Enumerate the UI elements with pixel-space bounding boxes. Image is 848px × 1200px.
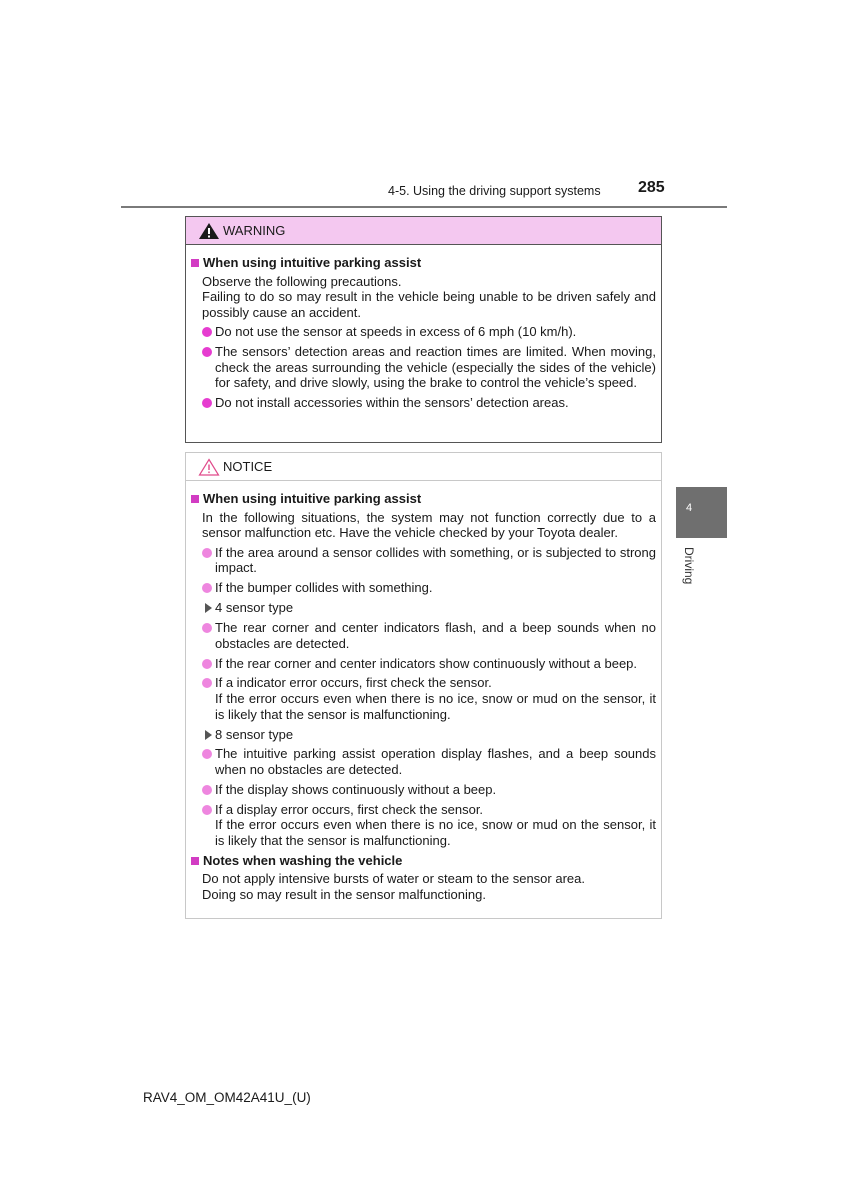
warning-paragraph: Observe the following precautions. (202, 273, 402, 289)
notice-label: NOTICE (223, 459, 273, 474)
page-number: 285 (638, 179, 665, 196)
bullet-dot-icon (202, 659, 212, 669)
notice-heading: When using intuitive parking assist (190, 491, 656, 507)
bullet-dot-icon (202, 327, 212, 337)
bullet-dot-icon (202, 583, 212, 593)
caution-icon (198, 458, 220, 476)
section-title: 4-5. Using the driving support systems (388, 184, 601, 198)
notice-bullet: If the bumper collides with something. (190, 580, 656, 596)
bullet-dot-icon (202, 347, 212, 357)
warning-bullet: The sensors’ detection areas and reaction times are limited. When moving, check the areas surrounding the vehicle (especially the sides of the vehicle) for safety, and drive slowly, using the brake to control the vehicle’s speed. (190, 344, 656, 391)
warning-bullet: Do not use the sensor at speeds in excess of 6 mph (10 km/h). (190, 324, 656, 340)
warning-label: WARNING (223, 223, 286, 238)
notice-bullet: If a display error occurs, first check the sensor. If the error occurs even when there is no ice, snow or mud on the sensor, it is likely that the sensor is malfunctioning. (190, 802, 656, 849)
bullet-dot-icon (202, 548, 212, 558)
notice-intro: In the following situations, the system may not function correctly due to a sensor malfunction etc. Have the vehicle checked by your Toyota dealer. (202, 509, 656, 541)
warning-bullet: Do not install accessories within the sensors’ detection areas. (190, 395, 656, 411)
bullet-dot-icon (202, 805, 212, 815)
notice-box (185, 452, 662, 919)
triangle-marker-icon (205, 730, 212, 740)
notice-header (186, 453, 661, 481)
sensor-type-8-label: 8 sensor type (190, 727, 656, 743)
bullet-dot-icon (202, 749, 212, 759)
warning-header (186, 217, 661, 245)
warning-heading: When using intuitive parking assist (190, 255, 656, 271)
notice-heading: Notes when washing the vehicle (190, 853, 656, 869)
header-rule (121, 206, 727, 208)
notice-bullet: If the rear corner and center indicators show continuously without a beep. (190, 656, 656, 672)
triangle-marker-icon (205, 603, 212, 613)
notice-paragraph: Do not apply intensive bursts of water or steam to the sensor area. (202, 871, 585, 887)
notice-content (186, 481, 661, 903)
notice-bullet: The intuitive parking assist operation display flashes, and a beep sounds when no obstacles are detected. (190, 746, 656, 777)
notice-bullet: If the area around a sensor collides with something, or is subjected to strong impact. (190, 545, 656, 576)
notice-bullet: The rear corner and center indicators flash, and a beep sounds when no obstacles are detected. (190, 620, 656, 651)
bullet-dot-icon (202, 623, 212, 633)
chapter-tab-label: Driving (682, 547, 696, 585)
notice-bullet: If a indicator error occurs, first check the sensor. If the error occurs even when there is no ice, snow or mud on the sensor, it is likely that the sensor is malfunctioning. (190, 675, 656, 722)
notice-paragraph: Doing so may result in the sensor malfunctioning. (202, 887, 486, 903)
bullet-dot-icon (202, 398, 212, 408)
chapter-tab (676, 487, 727, 538)
notice-bullet: If the display shows continuously without a beep. (190, 782, 656, 798)
warning-content (186, 245, 661, 411)
bullet-dot-icon (202, 785, 212, 795)
sensor-type-4-label: 4 sensor type (190, 600, 656, 616)
chapter-tab-number: 4 (686, 502, 693, 514)
warning-paragraph: Failing to do so may result in the vehicle being unable to be driven safely and possibly cause an accident. (202, 289, 656, 320)
bullet-dot-icon (202, 678, 212, 688)
warning-box (185, 216, 662, 443)
warning-icon (198, 222, 220, 240)
document-code: RAV4_OM_OM42A41U_(U) (143, 1090, 311, 1105)
